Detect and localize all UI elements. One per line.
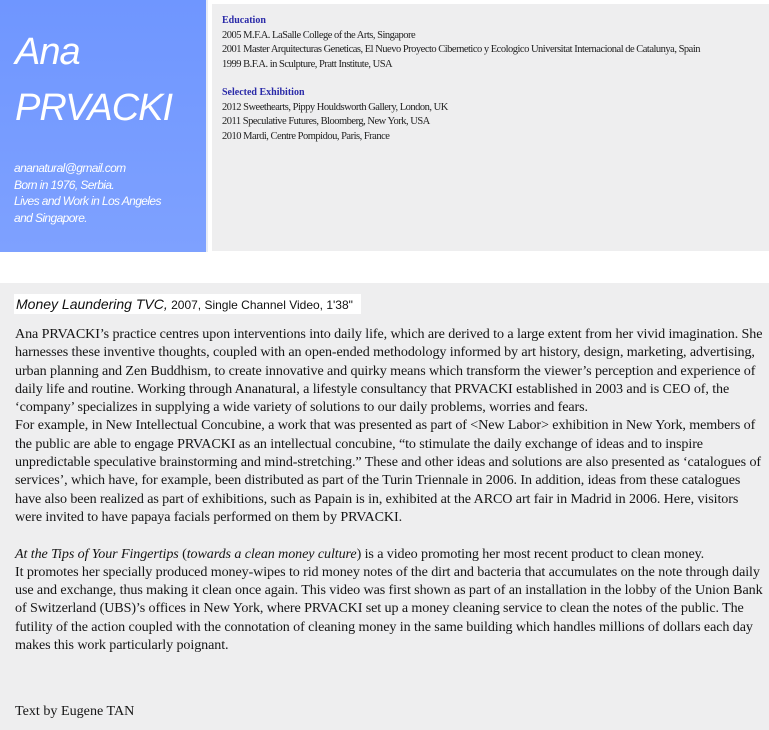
essay-panel: [0, 283, 769, 730]
video-subtitle: towards a clean money culture: [186, 545, 357, 562]
work-details: , Single Channel Video, 1'38": [197, 298, 353, 312]
artist-last-name: PRVACKI: [15, 87, 173, 129]
author-credit: Text by Eugene TAN: [15, 703, 135, 719]
residence-line-2: and Singapore.: [14, 210, 87, 225]
artist-first-name: Ana: [15, 31, 80, 73]
residence-line-1: Lives and Work in Los Angeles: [14, 194, 161, 208]
work-title: [14, 294, 361, 314]
essay-paragraph-1: Ana PRVACKI’s practice centres upon interventions into daily life, which are derived to a large extent from her vivid imagination. She harnesses these inventive thoughts, coupled with an open-ended methodology informed by art history, design, marketing, advertising, urban planning and Zen Buddhism, to create innovative and quirky means which transform the viewer’s perception and experience of daily life and routine. Working through Ananatural, a lifestyle consultancy that PRVACKI established in 2003 and is CEO of, the ‘company’ specializes in supplying a wide variety of solutions to our daily problems, worries and fears.: [15, 326, 763, 416]
artist-contact-info: [14, 160, 204, 226]
essay-paragraph-4: It promotes her specially produced money-wipes to rid money notes of the dirt and bacteria that accumulates on the note through daily use and exchange, thus making it clean once again. This video was first shown as part of an installation in the lobby of the Union Bank of Switzerland (UBS)’s offices in New York, where PRVACKI set up a money cleaning service to clean the notes of the public. The futility of the action coupled with the connotation of cleaning money in the same building which handles millions of dollars each day makes this work particularly poignant.: [15, 563, 763, 654]
paragraph-3-rest: ) is a video promoting her most recent product to clean money.: [356, 545, 705, 562]
education-item: 1999 B.F.A. in Sculpture, Pratt Institute, USA: [222, 58, 393, 70]
exhibition-item: 2012 Sweethearts, Pippy Houldsworth Gallery, London, UK: [222, 101, 448, 113]
email-link[interactable]: ananatural@gmail.com: [14, 161, 126, 175]
exhibition-item: 2011 Speculative Futures, Bloomberg, New York, USA: [222, 116, 430, 127]
birth-info: Born in 1976, Serbia.: [14, 177, 115, 192]
education-item: 2005 M.F.A. LaSalle College of the Arts, Singapore: [222, 29, 416, 41]
education-heading: Education: [222, 15, 266, 26]
exhibition-item: 2010 Mardi, Centre Pompidou, Paris, France: [222, 130, 390, 142]
paren-open: (: [178, 545, 187, 562]
essay-paragraph-3: [15, 545, 767, 563]
exhibition-list: [222, 101, 769, 145]
video-title: At the Tips of Your Fingertips: [15, 545, 179, 562]
artist-profile-panel: [0, 0, 208, 252]
exhibition-heading: Selected Exhibition: [222, 87, 305, 98]
education-item: 2001 Master Arquitecturas Geneticas, El Nuevo Proyecto Cibernetico y Ecologico Universitat Internacional de Catalunya, Spain: [222, 44, 701, 55]
work-title-name: Money Laundering TVC,: [16, 296, 168, 312]
cv-panel: [212, 4, 769, 251]
essay-body: [15, 325, 767, 654]
essay-paragraph-2: For example, in New Intellectual Concubine, a work that was presented as part of <New Labor> exhibition in New York, members of the public are able to engage PRVACKI as an intellectual concubine, “to stimulate the daily exchange of ideas and to inspire unpredictable speculative brainstorming and mind-stretching.” These and other ideas and solutions are also presented as ‘catalogues of services’, which have, for example, been distributed as part of the Turin Triennale in 2006. In addition, ideas from these catalogues have also been realized as part of exhibitions, such as Papain is in, exhibited at the ARCO art fair in Madrid in 2006. Here, visitors were invited to have papaya facials performed on them by PRVACKI.: [15, 417, 761, 525]
education-list: [222, 29, 769, 73]
paragraph-gap: [15, 526, 767, 544]
work-year: 2007: [167, 298, 198, 312]
